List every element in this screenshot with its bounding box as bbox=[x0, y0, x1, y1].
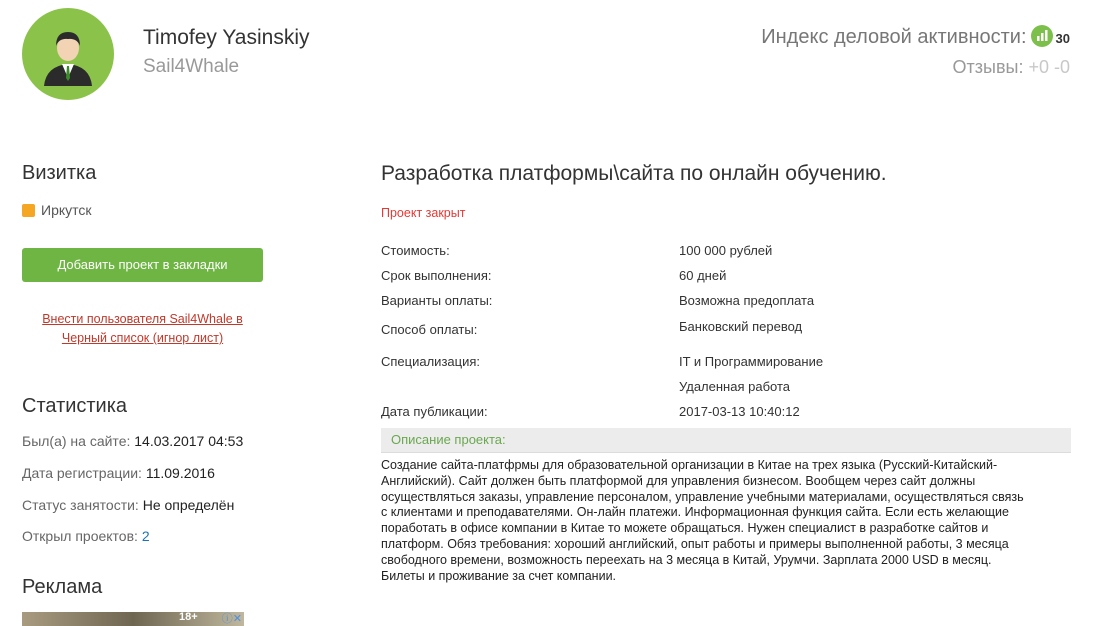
activity-index bbox=[761, 25, 1070, 49]
field-label-payment-options: Варианты оплаты: bbox=[381, 293, 493, 308]
reviews-label: Отзывы: bbox=[952, 57, 1024, 77]
stat-employment bbox=[22, 497, 234, 513]
stat-value: 14.03.2017 04:53 bbox=[134, 433, 244, 449]
stat-label: Дата регистрации: bbox=[22, 465, 142, 481]
projects-count-link[interactable]: 2 bbox=[141, 528, 150, 544]
description-header bbox=[381, 428, 1071, 453]
stat-label: Был(а) на сайте: bbox=[22, 433, 131, 449]
user-login: Sail4Whale bbox=[143, 56, 240, 77]
user-silhouette-icon bbox=[22, 8, 114, 100]
ad-banner[interactable] bbox=[22, 612, 244, 626]
field-value-specialization-2: Удаленная работа bbox=[679, 379, 791, 394]
stat-label: Статус занятости: bbox=[22, 497, 139, 513]
stat-label: Открыл проектов: bbox=[22, 528, 138, 544]
user-name[interactable]: Timofey Yasinskiy bbox=[143, 26, 310, 49]
stat-value: Не определён bbox=[142, 497, 235, 513]
field-value-deadline: 60 дней bbox=[679, 268, 727, 283]
field-value-cost: 100 000 рублей bbox=[679, 243, 773, 258]
field-label-specialization: Специализация: bbox=[381, 354, 480, 369]
blacklist-link[interactable] bbox=[22, 310, 263, 348]
city-name: Иркутск bbox=[41, 202, 92, 218]
reviews[interactable] bbox=[953, 57, 1070, 78]
card-title: Визитка bbox=[22, 162, 97, 184]
field-label-payment-method: Способ оплаты: bbox=[381, 322, 478, 337]
location-icon bbox=[22, 204, 35, 217]
stat-projects bbox=[22, 528, 150, 544]
city bbox=[22, 202, 92, 218]
add-bookmark-button[interactable]: Добавить проект в закладки bbox=[22, 248, 263, 282]
description-header-label: Описание проекта: bbox=[391, 432, 506, 447]
field-value-payment-method: Банковский перевод bbox=[679, 319, 803, 334]
project-status: Проект закрыт bbox=[381, 206, 466, 220]
activity-value: 30 bbox=[1055, 31, 1070, 46]
activity-label: Индекс деловой активности: bbox=[761, 26, 1027, 48]
reviews-value: +0 -0 bbox=[1028, 57, 1070, 77]
blacklist-link-line2[interactable]: Черный список (игнор лист) bbox=[61, 331, 224, 345]
ad-title: Реклама bbox=[22, 576, 103, 598]
field-value-payment-options: Возможна предоплата bbox=[679, 293, 815, 308]
ad-close-icon[interactable]: ⓘ✕ bbox=[221, 613, 242, 625]
field-label-cost: Стоимость: bbox=[381, 243, 450, 258]
project-title: Разработка платформы\сайта по онлайн обучению. bbox=[381, 162, 887, 185]
field-value-specialization: IT и Программирование bbox=[679, 354, 824, 369]
field-label-published: Дата публикации: bbox=[381, 404, 488, 419]
stat-last-visit bbox=[22, 433, 243, 449]
activity-chart-icon bbox=[1031, 25, 1053, 47]
ad-age-label: 18+ bbox=[179, 612, 198, 623]
stat-value: 11.09.2016 bbox=[145, 465, 215, 481]
field-value-published: 2017-03-13 10:40:12 bbox=[679, 404, 800, 419]
blacklist-link-line1[interactable]: Внести пользователя Sail4Whale в bbox=[42, 312, 243, 326]
field-label-deadline: Срок выполнения: bbox=[381, 268, 492, 283]
avatar[interactable] bbox=[22, 8, 114, 100]
stat-registration bbox=[22, 465, 215, 481]
project-description: Создание сайта-платфрмы для образовательной организации в Китае на трех языка (Русский-Китайский-Английский). Сайт должен быть платформой для управления бизнесом. Вообщем через сайт должны осуществляться заказы, управление персоналом, управление учебными материалами, осуществляться связь с клиентами и преподавателями. Он-лайн платежи. Информационная функция сайта. Если есть желающие поработать в офисе компании в Китае то можете обращаться. Нужен специалист в разработке сайтов и платформ. Обяз требования: хороший английский, опыт работы и примеры выполненной работы, 3 месяца свободного времени, возможность переехать на 3 месяца в Китай, Урумчи. Зарплата 2000 USD в месяц. Билеты и проживание за счет компании. bbox=[381, 458, 1024, 583]
stats-title: Статистика bbox=[22, 395, 128, 417]
